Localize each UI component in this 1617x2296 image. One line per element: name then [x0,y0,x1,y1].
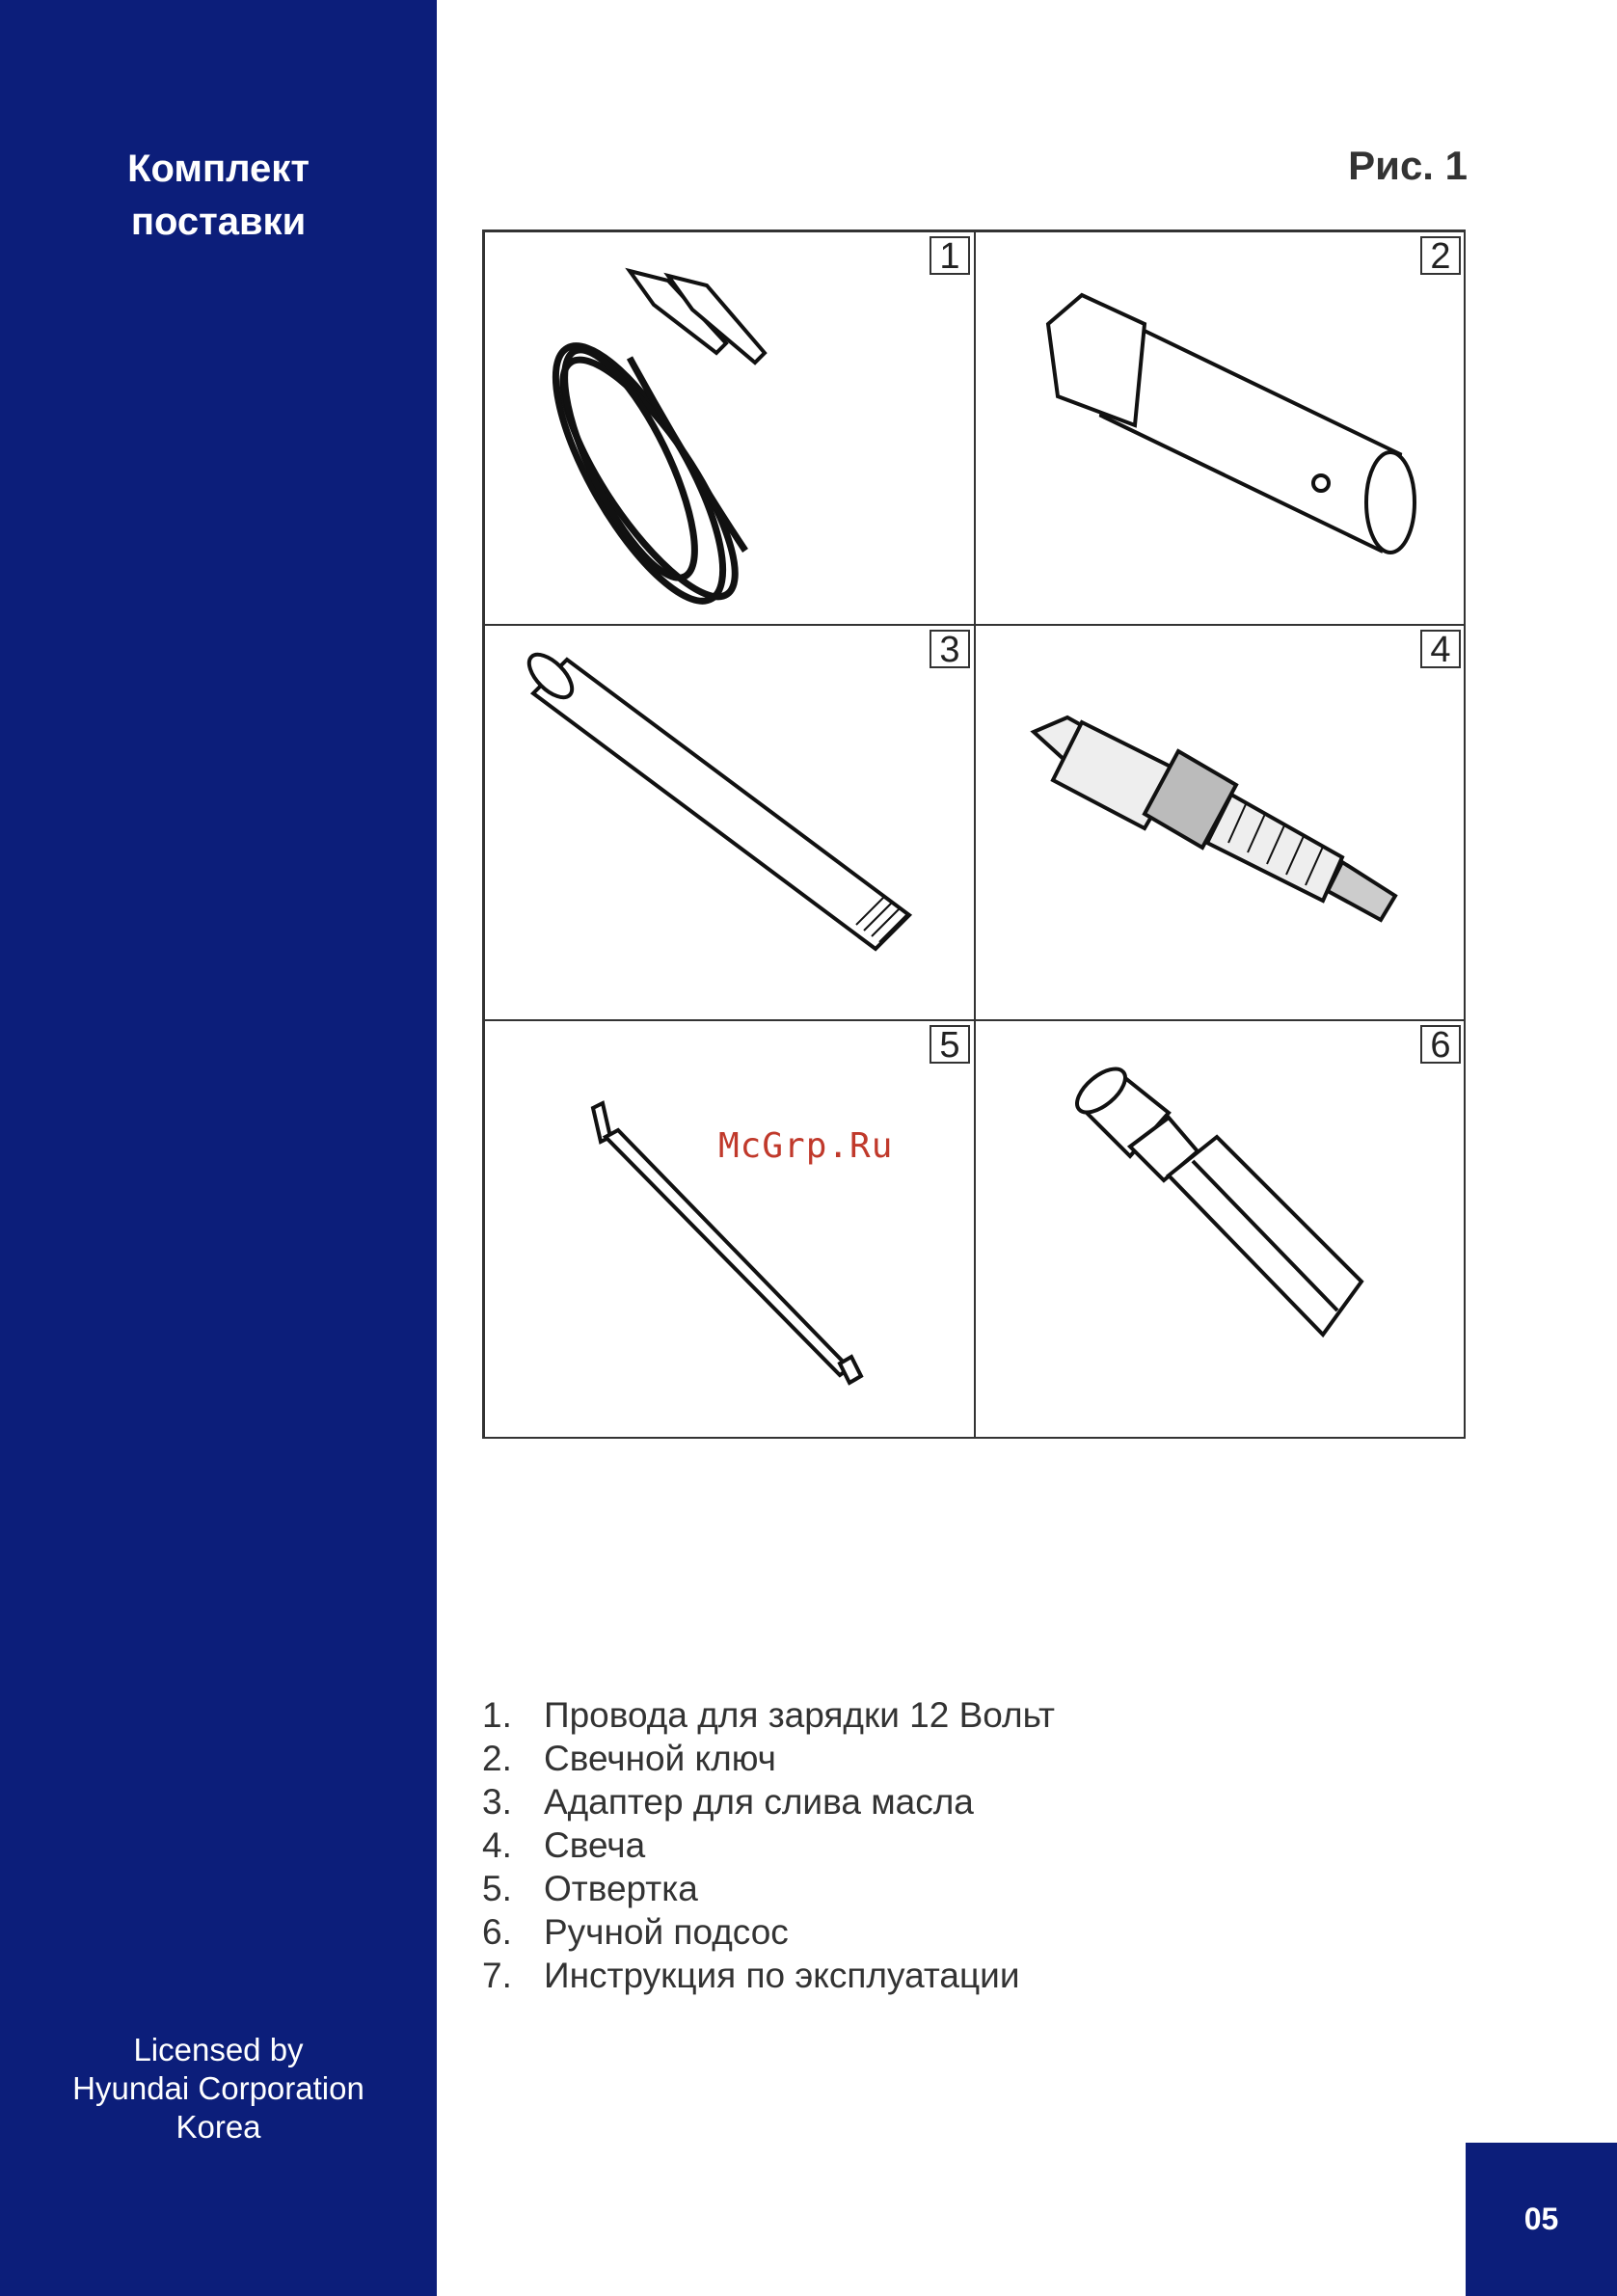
item-number: 7. [482,1956,512,1995]
section-title-line1: Комплект [127,148,310,190]
item-text: Свеча [544,1825,646,1865]
list-item [482,1693,1055,1737]
page-number: 05 [1466,2143,1617,2296]
list-item [482,1954,1055,1997]
section-title-line2: поставки [130,201,307,243]
sidebar [0,0,437,2296]
figure-grid [482,230,1466,1439]
item-number: 2. [482,1739,512,1778]
item-text: Инструкция по эксплуатации [544,1956,1020,1995]
section-title [0,143,437,249]
list-item [482,1867,1055,1910]
list-item [482,1780,1055,1823]
item-number: 1. [482,1695,512,1735]
figure-cell-4 [975,625,1466,1020]
screwdriver-icon [485,1021,975,1439]
hand-pump-icon [976,1021,1466,1439]
watermark: McGrp.Ru [718,1126,894,1166]
cell-number: 5 [930,1025,970,1064]
spark-plug-icon [976,626,1466,1020]
list-item [482,1737,1055,1780]
item-number: 4. [482,1825,512,1865]
cell-number: 4 [1420,630,1461,668]
item-text: Ручной подсос [544,1912,789,1952]
figure-cell-1 [484,231,975,625]
cell-number: 2 [1420,236,1461,275]
cell-number: 6 [1420,1025,1461,1064]
item-text: Адаптер для слива масла [544,1782,974,1822]
item-text: Отвертка [544,1869,698,1908]
spark-plug-wrench-icon [976,232,1466,625]
license-line2: Hyundai Corporation [72,2070,364,2106]
item-number: 6. [482,1912,512,1952]
license-line1: Licensed by [133,2032,304,2067]
cell-number: 1 [930,236,970,275]
contents-list [482,1693,1055,1997]
item-number: 3. [482,1782,512,1822]
charging-cables-icon [485,232,975,625]
figure-cell-6 [975,1020,1466,1439]
list-item [482,1910,1055,1954]
license-note [0,2031,437,2147]
figure-cell-3 [484,625,975,1020]
figure-cell-2 [975,231,1466,625]
license-line3: Korea [175,2109,261,2145]
list-item [482,1823,1055,1867]
item-text: Свечной ключ [544,1739,776,1778]
cell-number: 3 [930,630,970,668]
figure-label: Рис. 1 [1348,143,1468,188]
figure-cell-5 [484,1020,975,1439]
oil-drain-adapter-icon [485,626,975,1020]
item-text: Провода для зарядки 12 Вольт [544,1695,1055,1735]
item-number: 5. [482,1869,512,1908]
